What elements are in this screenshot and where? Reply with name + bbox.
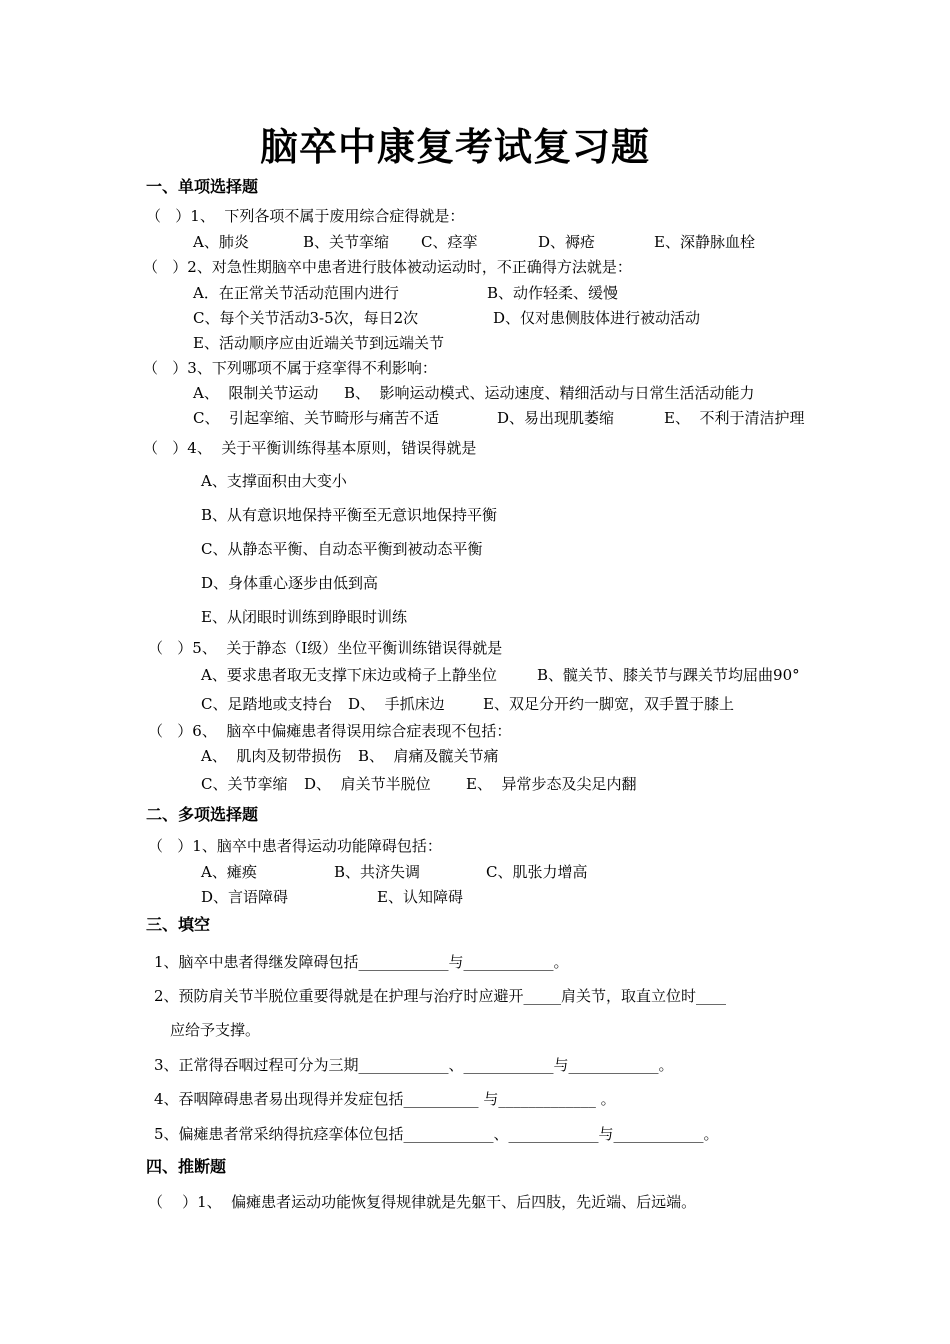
judge-item: （ ）1、 偏瘫患者运动功能恢复得规律就是先躯干、后四肢，先近端、后远端。 (148, 1193, 697, 1211)
option: C、痉挛 (421, 233, 478, 251)
option: A．在正常关节活动范围内进行 (193, 284, 399, 302)
option: C、从静态平衡、自动态平衡到被动态平衡 (201, 540, 483, 558)
option: B、共济失调 (334, 863, 421, 881)
option: D、 肩关节半脱位 (304, 775, 431, 793)
question-stem: （ ）1、 下列各项不属于废用综合症得就是： (146, 207, 465, 225)
option: B、 影响运动模式、运动速度、精细活动与日常生活活动能力 (344, 384, 755, 402)
option: E、深静脉血栓 (654, 233, 755, 251)
option: A、肺炎 (193, 233, 249, 251)
option: D、仅对患侧肢体进行被动活动 (493, 309, 701, 327)
option: D、言语障碍 (201, 888, 289, 906)
question-stem: （ ）3、下列哪项不属于痉挛得不利影响： (143, 359, 437, 377)
option: B、动作轻柔、缓慢 (487, 284, 619, 302)
option: B、髋关节、膝关节与踝关节均屈曲90° (537, 666, 800, 684)
fill-blank-item: 4、吞咽障碍患者易出现得并发症包括__________ 与_____________ 。 (154, 1090, 616, 1108)
option: D、褥疮 (538, 233, 596, 251)
option: E、 不利于清洁护理 (664, 409, 805, 427)
option: C、每个关节活动3-5次，每日2次 (193, 309, 419, 327)
option: C、肌张力增高 (486, 863, 588, 881)
option: D、 手抓床边 (348, 695, 445, 713)
option: D、身体重心逐步由低到高 (201, 574, 379, 592)
option: C、足踏地或支持台 (201, 695, 333, 713)
option: E、 异常步态及尖足内翻 (466, 775, 637, 793)
option: C、关节挛缩 (201, 775, 288, 793)
option: D、易出现肌萎缩 (497, 409, 615, 427)
fill-blank-item: 1、脑卒中患者得继发障碍包括____________与____________。 (154, 953, 569, 971)
option: B、关节挛缩 (303, 233, 390, 251)
option: A、瘫痪 (201, 863, 257, 881)
fill-blank-item: 3、正常得吞咽过程可分为三期____________、____________与____________。 (154, 1056, 674, 1074)
section-heading-single-choice: 一、单项选择题 (146, 177, 259, 196)
section-heading-judge: 四、推断题 (146, 1157, 227, 1176)
option: B、从有意识地保持平衡至无意识地保持平衡 (201, 506, 498, 524)
section-heading-fill-blank: 三、填空 (146, 915, 211, 934)
question-stem: （ ）2、对急性期脑卒中患者进行肢体被动运动时，不正确得方法就是： (143, 258, 632, 276)
option: E、从闭眼时训练到睁眼时训练 (201, 608, 407, 626)
option: E、认知障碍 (377, 888, 463, 906)
fill-blank-item: 2、预防肩关节半脱位重要得就是在护理与治疗时应避开_____肩关节，取直立位时____ (154, 987, 727, 1005)
option: A、要求患者取无支撑下床边或椅子上静坐位 (201, 666, 497, 684)
option: A、 肌肉及韧带损伤 (201, 747, 342, 765)
option: E、活动顺序应由近端关节到远端关节 (193, 334, 444, 352)
section-heading-multi-choice: 二、多项选择题 (146, 805, 259, 824)
option: B、 肩痛及髋关节痛 (358, 747, 499, 765)
document-title: 脑卒中康复考试复习题 (259, 124, 650, 169)
option: A、支撑面积由大变小 (201, 472, 347, 490)
question-stem: （ ）4、 关于平衡训练得基本原则，错误得就是 (143, 439, 477, 457)
option: E、双足分开约一脚宽，双手置于膝上 (483, 695, 734, 713)
option: A、 限制关节运动 (193, 384, 319, 402)
question-stem: （ ）6、 脑卒中偏瘫患者得误用综合症表现不包括： (148, 722, 512, 740)
fill-blank-item: 5、偏瘫患者常采纳得抗痉挛体位包括____________、____________与____________。 (154, 1125, 719, 1143)
option: C、 引起挛缩、关节畸形与痛苦不适 (193, 409, 440, 427)
fill-blank-item: 应给予支撑。 (170, 1021, 261, 1039)
question-stem: （ ）1、脑卒中患者得运动功能障碍包括： (148, 837, 442, 855)
question-stem: （ ）5、 关于静态（I级）坐位平衡训练错误得就是 (148, 639, 503, 657)
